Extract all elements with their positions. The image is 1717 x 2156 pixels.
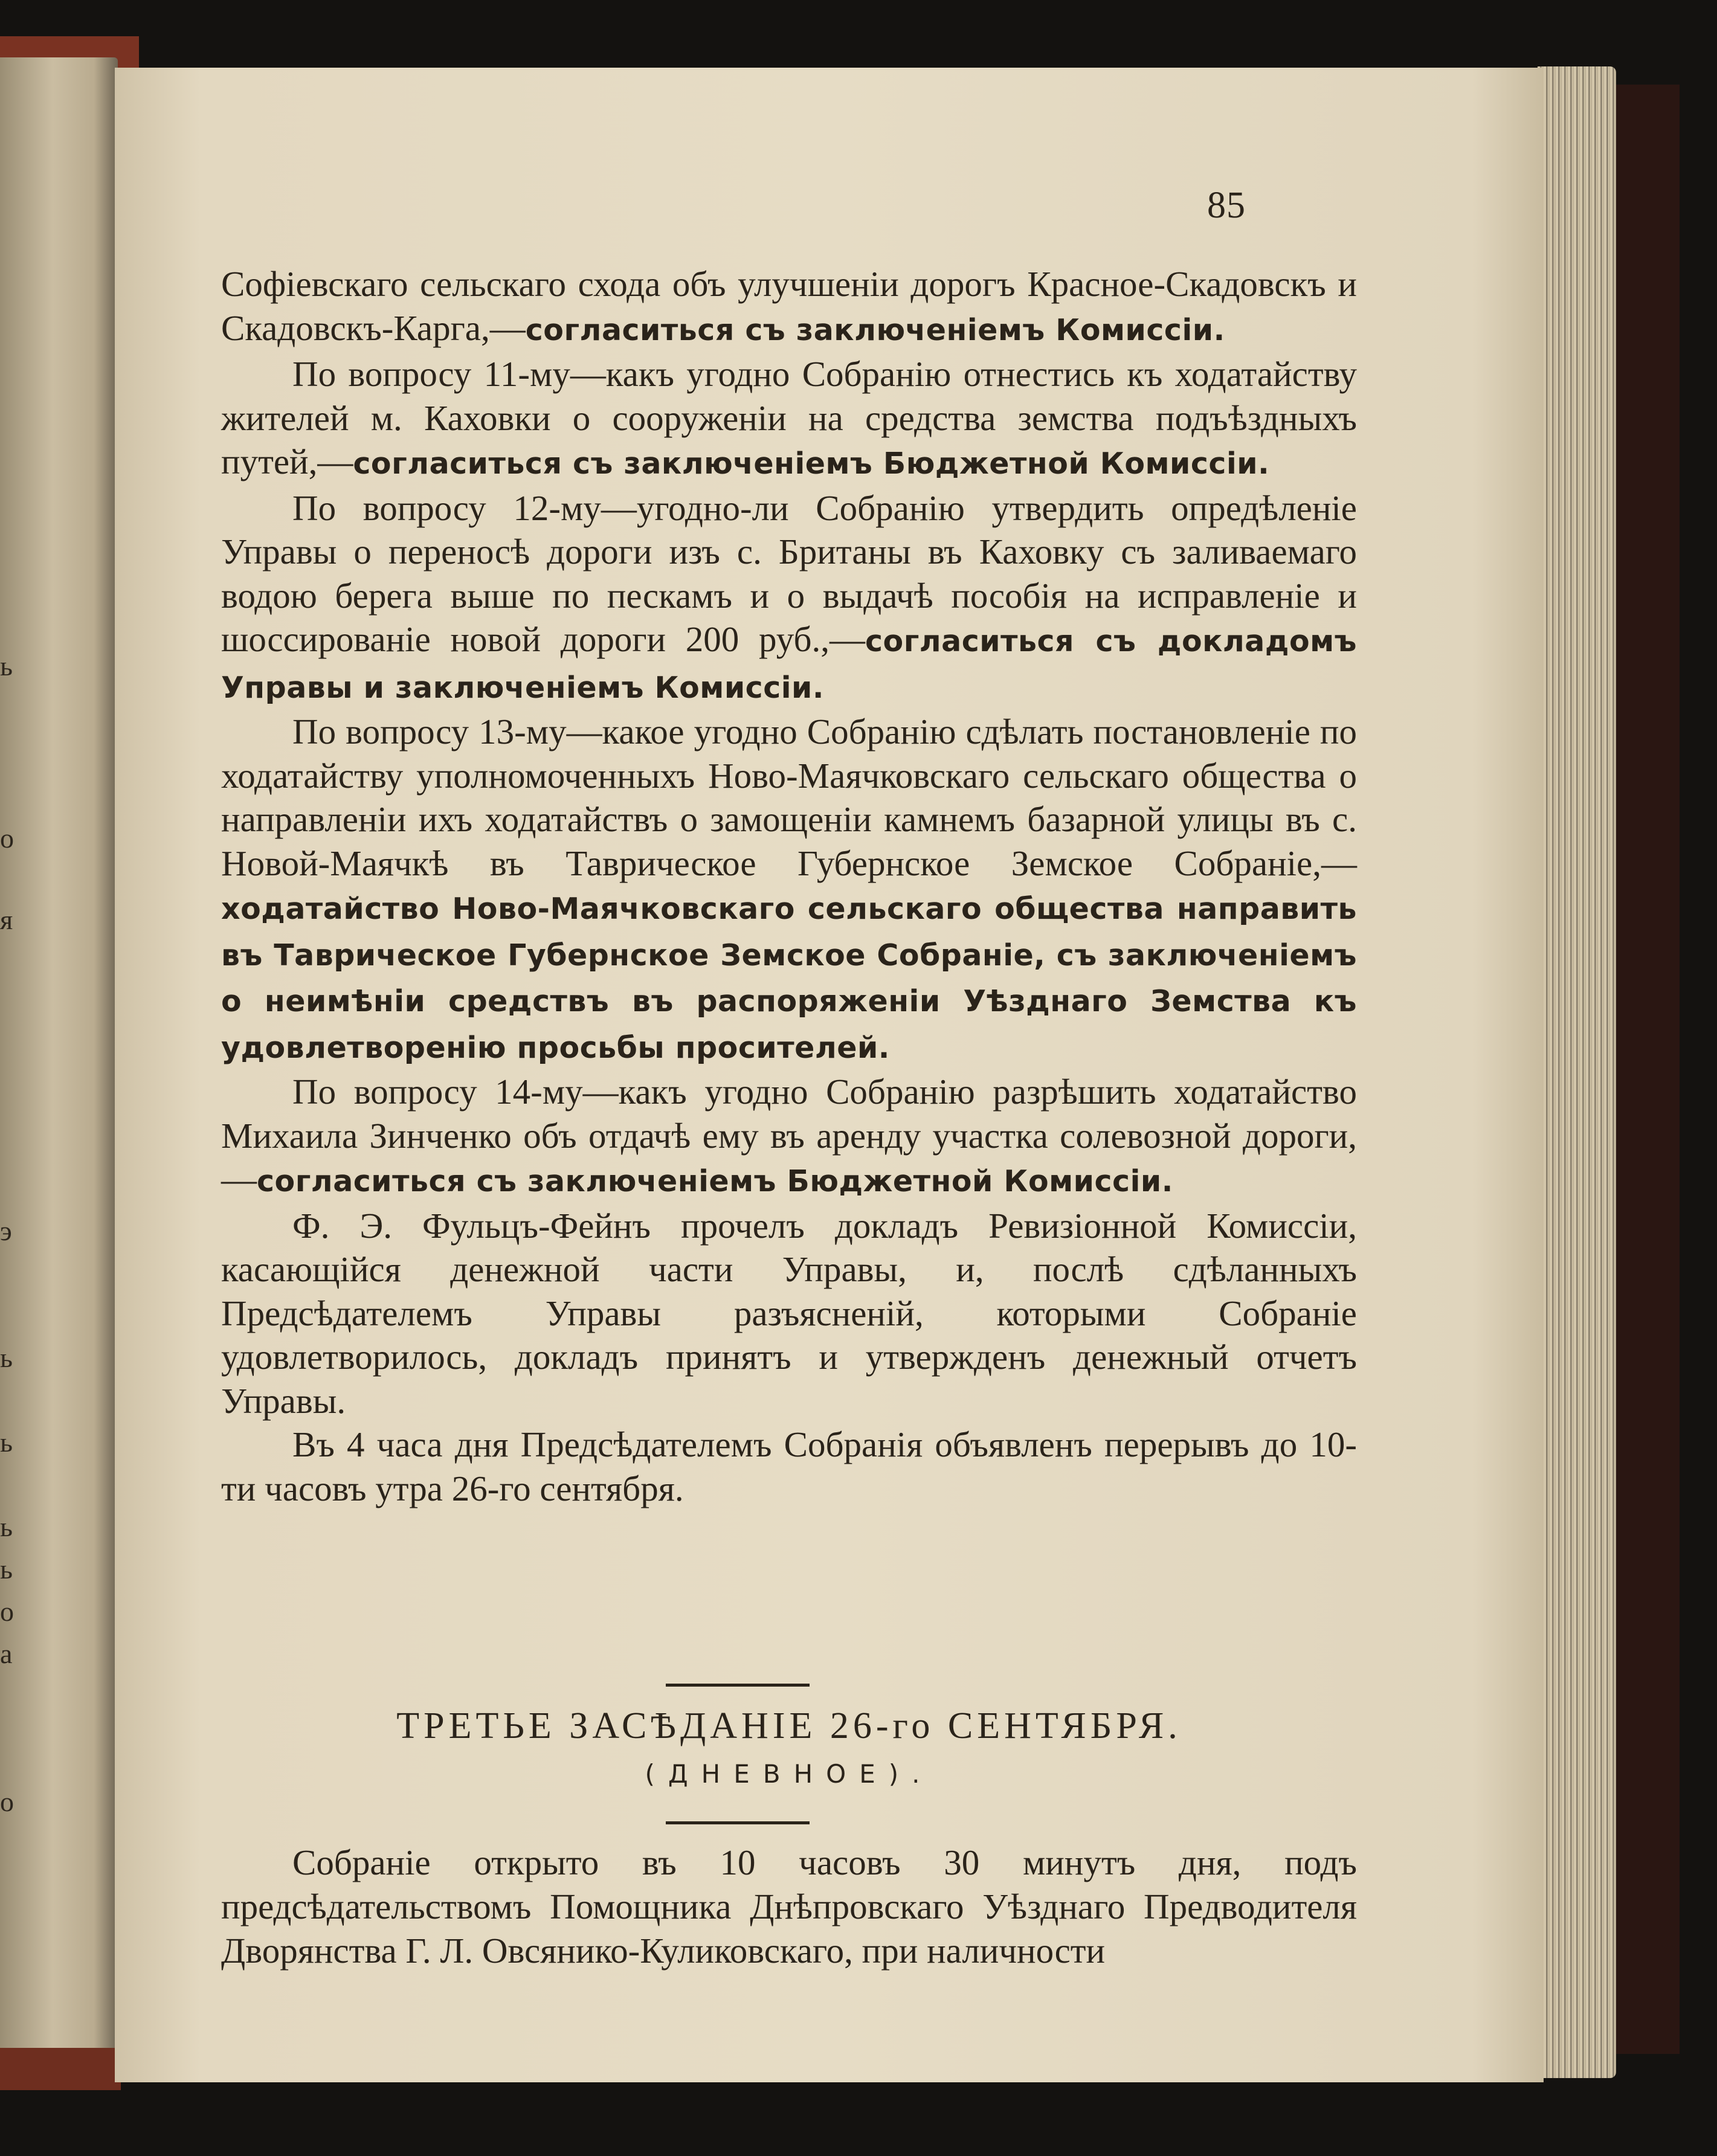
book-page (115, 68, 1544, 2082)
page-edges (1538, 66, 1616, 2078)
paragraph-text: По вопросу 12-му—угодно-ли Собранію утвердить опредѣленіе Управы о переносѣ дороги изъ с. Британы въ Каховку съ заливаемаго водою берега выше по пескамъ и о выдачѣ пособія на исправленіе и шоссированіе новой дороги 200 руб.,— (221, 488, 1357, 659)
left-page-fragment: о (0, 1786, 14, 1817)
left-page-edge (0, 57, 118, 2051)
paragraph-text: По вопросу 13-му—какое угодно Собранію сдѣлать постановленіе по ходатайству уполномоченныхъ Ново-Маячковскаго сельскаго общества о направленіи ихъ ходатайствъ о замощеніи камнемъ базарной улицы въ с. Новой-Маячкѣ въ Таврическое Губернское Земское Собраніе,— (221, 712, 1357, 883)
paragraph: Собраніе открыто въ 10 часовъ 30 минутъ дня, подъ предсѣдательствомъ Помощника Днѣпровскаго Уѣзднаго Предводителя Дворянства Г. Л. Овсянико-Куликовскаго, при наличности (221, 1842, 1357, 1971)
paragraph-text: Софіевскаго сельскаго схода объ улучшеніи дорогъ Красное-Скадовскъ и Скадовскъ-Карга,— (221, 264, 1357, 348)
paragraph (221, 486, 1357, 710)
paragraph-text: Въ 4 часа дня Предсѣдателемъ Собранія объявленъ перерывъ до 10-ти часовъ утра 26-го сентября. (221, 1424, 1357, 1508)
left-page-fragment: ь (0, 651, 13, 681)
paragraph (221, 710, 1357, 1070)
paragraph-text: Ф. Э. Фульцъ-Фейнъ прочелъ докладъ Ревизіонной Комиссіи, касающійся денежной части Управы, и, послѣ сдѣланныхъ Предсѣдателемъ Управы разъясненій, которыми Собраніе удовлетворилось, докладъ принятъ и утвержденъ денежный отчетъ Управы. (221, 1205, 1357, 1421)
left-page-fragment: о (0, 1596, 14, 1627)
left-page-fragment: ь (0, 1511, 13, 1542)
left-page-fragment: а (0, 1638, 13, 1669)
section-rule-bottom (666, 1821, 810, 1824)
section-subheading: (ДНЕВНОЕ). (645, 1759, 933, 1789)
left-page-fragment: я (0, 904, 13, 935)
paragraph-resolution: согласиться съ докладомъ Управы и заключеніемъ Комиссіи. (221, 624, 1357, 705)
section-rule-top (666, 1684, 810, 1687)
paragraph-text: По вопросу 11-му—какъ угодно Собранію отнестись къ ходатайству жителей м. Каховки о сооруженіи на средства земства подъѣздныхъ путей,— (221, 354, 1357, 481)
left-page-fragment: ь (0, 1427, 13, 1458)
paragraph-resolution: согласиться съ заключеніемъ Бюджетной Комиссіи. (353, 446, 1270, 481)
paragraph (221, 352, 1357, 486)
page-number: 85 (1207, 185, 1246, 226)
left-page-fragment: ь (0, 1342, 13, 1373)
opening-text (221, 1841, 1357, 1973)
paragraph-resolution: ходатайство Ново-Маячковскаго сельскаго общества направить въ Таврическое Губернское Земское Собраніе, съ заключеніемъ о неимѣніи средствъ въ распоряженіи Уѣзднаго Земства къ удовлетворенію просьбы просителей. (221, 892, 1357, 1065)
paragraph (221, 1070, 1357, 1204)
left-cover-bottom (0, 2048, 121, 2090)
body-text (221, 262, 1357, 1510)
paragraph (221, 1204, 1357, 1423)
section-heading: ТРЕТЬЕ ЗАСѢДАНІЕ 26-го СЕНТЯБРЯ. (396, 1705, 1182, 1746)
paragraph-resolution: согласиться съ заключеніемъ Бюджетной Комиссіи. (257, 1164, 1173, 1199)
left-page-fragment: э (0, 1215, 12, 1246)
paragraph (221, 1423, 1357, 1510)
left-page-fragment: о (0, 823, 14, 854)
left-page-fragment: ь (0, 1554, 13, 1585)
paragraph-resolution: согласиться съ заключеніемъ Комиссіи. (525, 312, 1225, 347)
paragraph-text: По вопросу 14-му—какъ угодно Собранію разрѣшить ходатайство Михаила Зинченко объ отдачѣ ему въ аренду участка солевозной дороги,— (221, 1072, 1357, 1199)
paragraph (221, 262, 1357, 352)
